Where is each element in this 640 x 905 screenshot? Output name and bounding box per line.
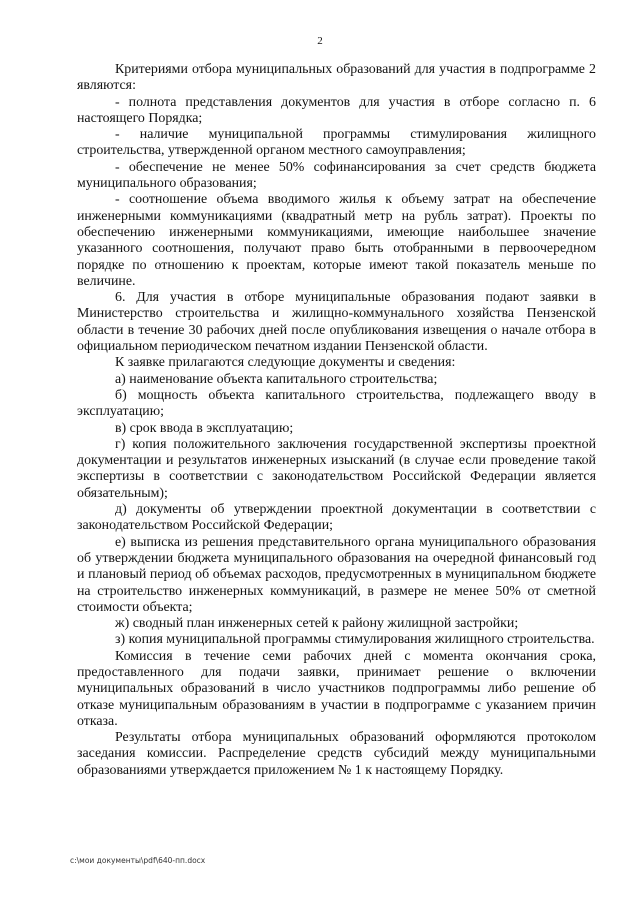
paragraph: в) срок ввода в эксплуатацию;: [115, 420, 294, 436]
page-number: 2: [317, 35, 323, 47]
paragraph: К заявке прилагаются следующие документы и сведения:: [115, 355, 456, 371]
paragraph: Комиссия в течение семи рабочих дней с момента окончания срока, предоставленного для подачи заявки, принимает решение о включении муниципальных образований в число участников подпрограммы либо решение об отказе муниципальным образованиям в участии в подпрограмме с указанием причин отказа.: [77, 648, 596, 729]
paragraph: б) мощность объекта капитального строительства, подлежащего вводу в эксплуатацию;: [77, 387, 596, 420]
paragraph: ж) сводный план инженерных сетей к району жилищной застройки;: [115, 616, 519, 632]
paragraph: Критериями отбора муниципальных образований для участия в подпрограмме 2 являются:: [77, 62, 596, 94]
paragraph: а) наименование объекта капитального строительства;: [115, 371, 438, 387]
paragraph: - полнота представления документов для участия в отборе согласно п. 6 настоящего Порядка;: [77, 94, 596, 126]
paragraph: Результаты отбора муниципальных образований оформляются протоколом заседания комиссии. Распределение средств субсидий между муниципальными образованиями утверждается приложением № 1 к настоящему Порядку.: [77, 730, 596, 778]
paragraph: е) выписка из решения представительного органа муниципального образования об утверждении бюджета муниципального образования на очередной финансовый год и плановый период об объемах расходов, предусмотренных в муниципальном бюджете на строительство инженерных коммуникаций, в размере не менее 50% от сметной стоимости объекта;: [77, 534, 596, 615]
file-path-footer: c:\мои документы\pdf\640-пп.docx: [70, 856, 206, 865]
paragraph: г) копия положительного заключения государственной экспертизы проектной документации и результатов инженерных изысканий (в случае если проведение такой экспертизы в соответствии с законодательством Российской Федерации является обязательным);: [77, 436, 596, 501]
paragraph: - соотношение объема вводимого жилья к объему затрат на обеспечение инженерными коммуникациями (квадратный метр на рубль затрат). Проекты по обеспечению инженерными коммуникациями, имеющие наибольшее значение указанного соотношения, получают право быть отобранными в первоочередном порядке по отношению к проектам, которые имеют такой показатель меньше по величине.: [77, 192, 596, 289]
paragraph: д) документы об утверждении проектной документации в соответствии с законодательством Российской Федерации;: [77, 502, 596, 534]
paragraph: - обеспечение не менее 50% софинансирования за счет средств бюджета муниципального образования;: [77, 159, 596, 192]
paragraph: 6. Для участия в отборе муниципальные образования подают заявки в Министерство строительства и жилищно-коммунального хозяйства Пензенской области в течение 30 рабочих дней после опубликования извещения о начале отбора в официальном периодическом печатном издании Пензенской области.: [77, 290, 596, 355]
paragraph: - наличие муниципальной программы стимулирования жилищного строительства, утвержденной органом местного самоуправления;: [77, 127, 596, 159]
paragraph: з) копия муниципальной программы стимулирования жилищного строительства.: [115, 632, 595, 648]
document-body: [77, 62, 596, 779]
